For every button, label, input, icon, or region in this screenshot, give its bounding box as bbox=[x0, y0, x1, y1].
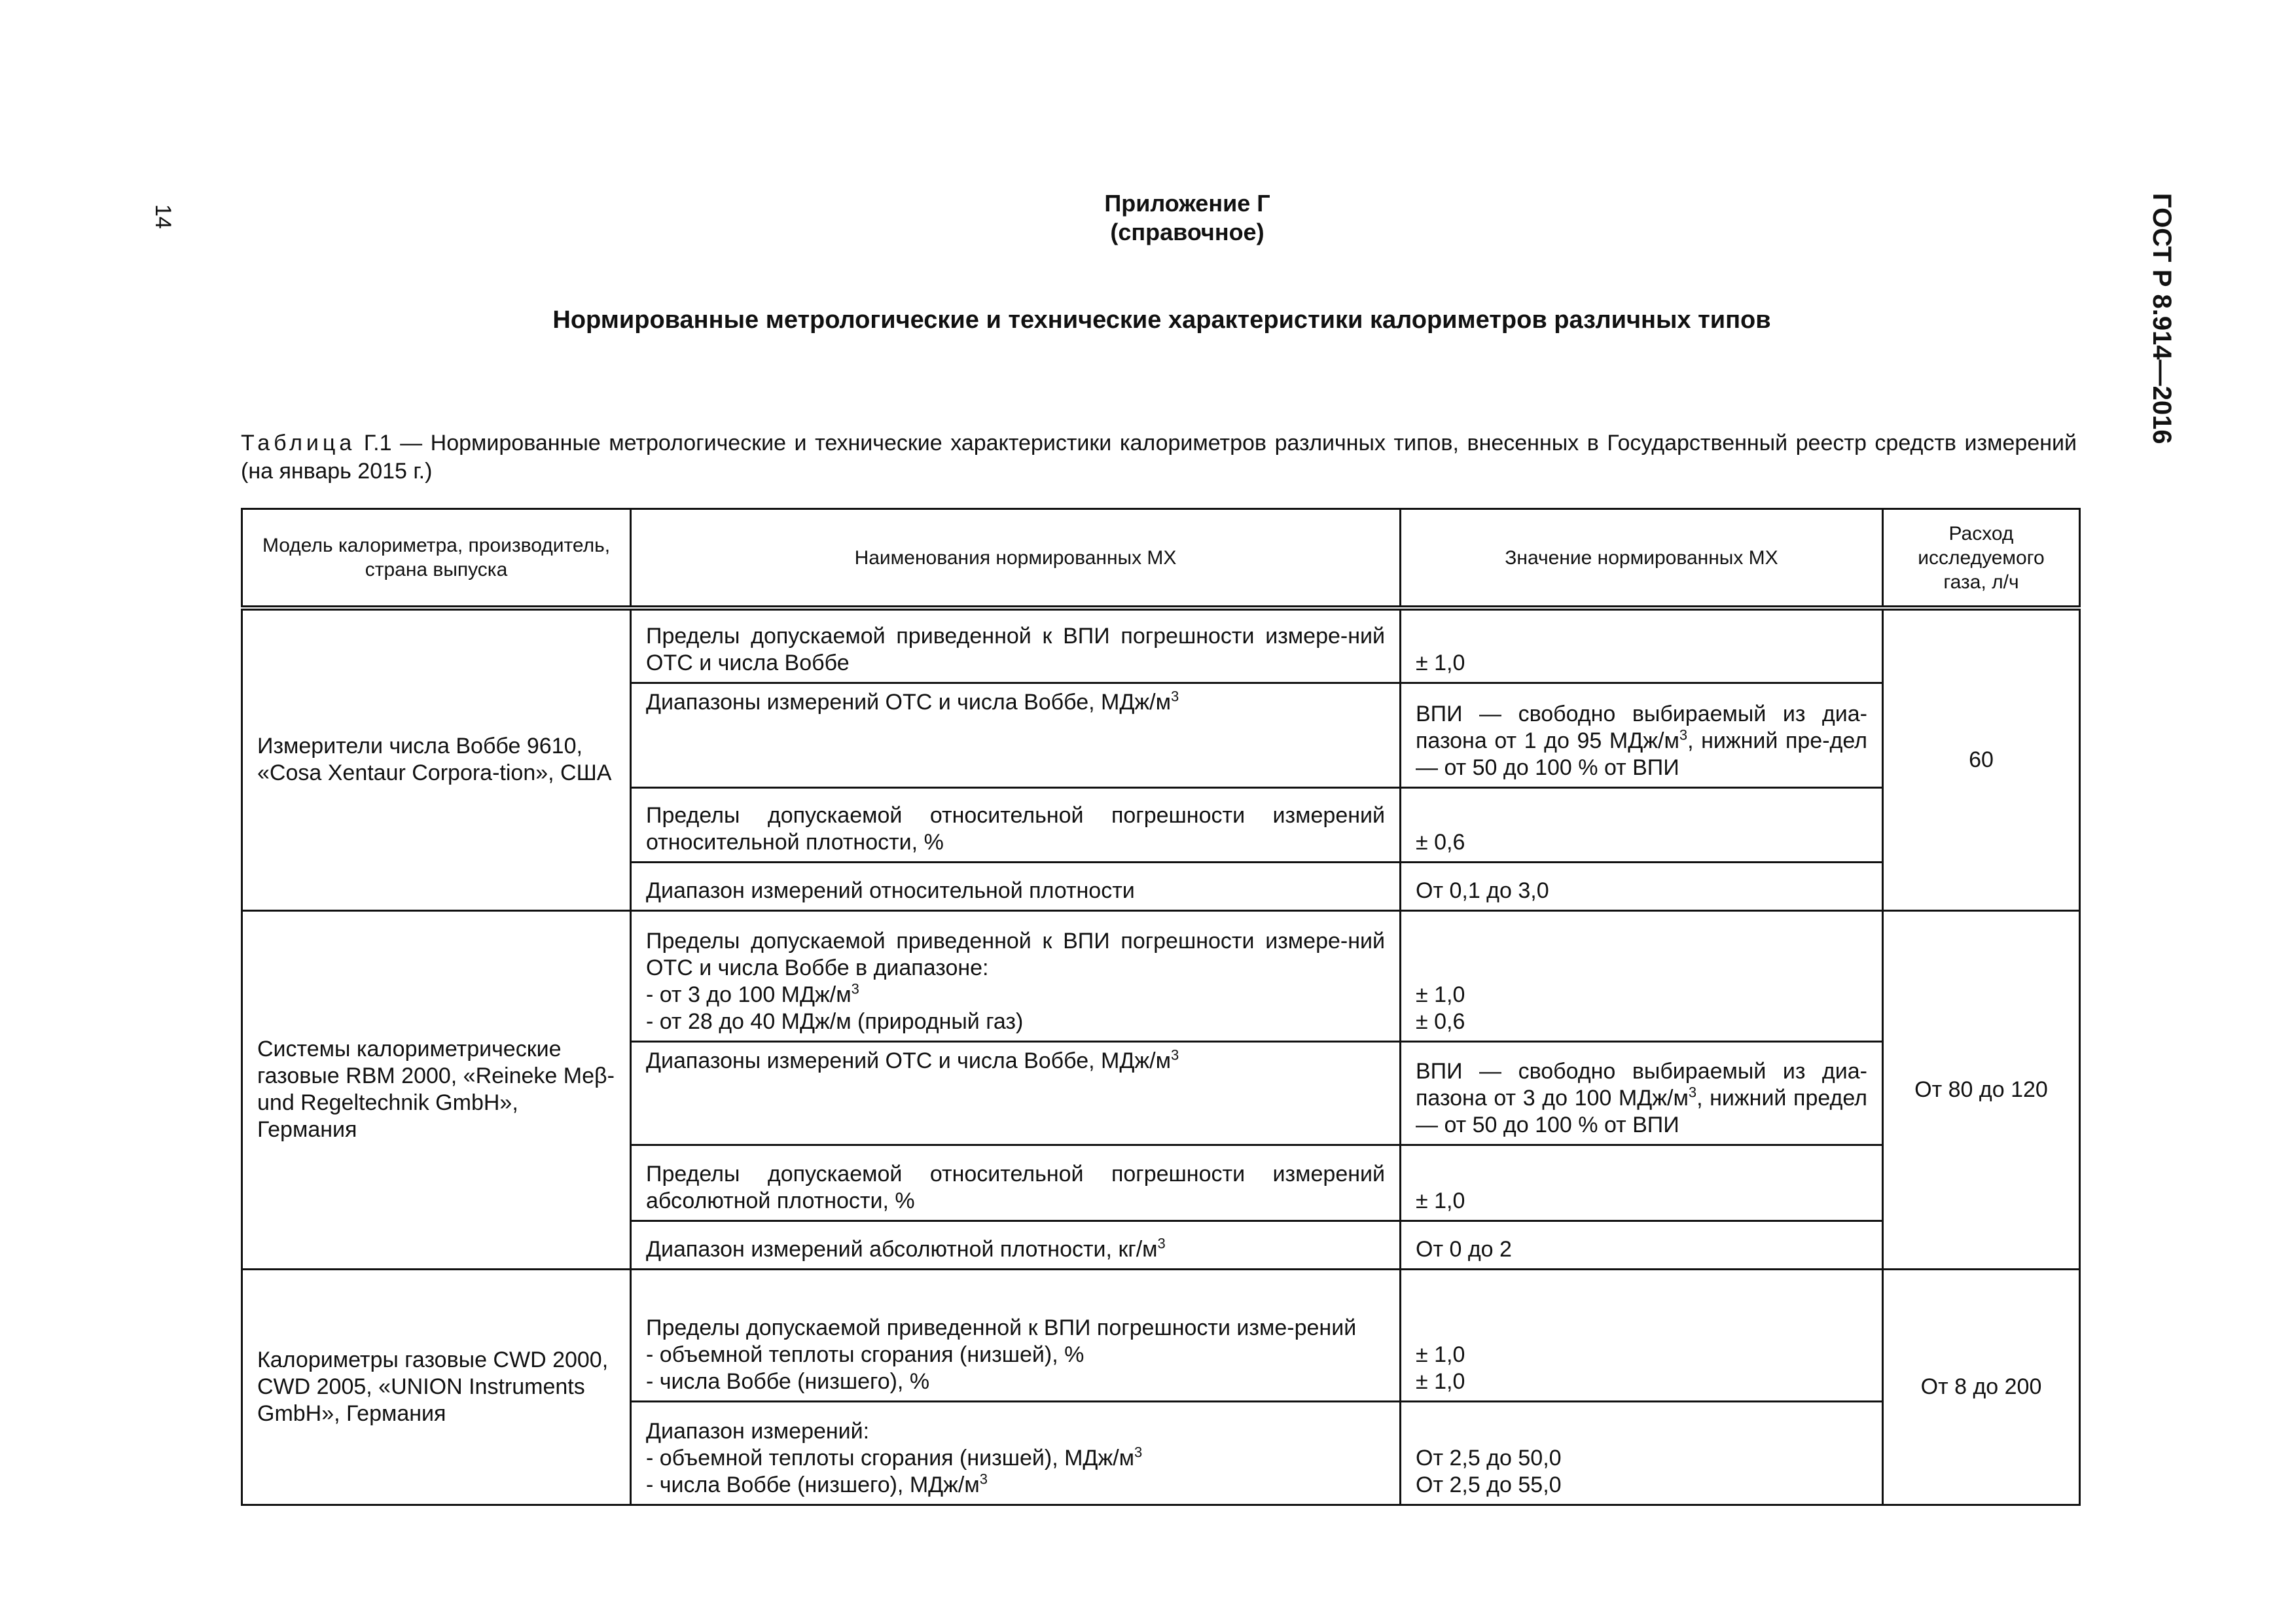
mx-value-text: ВПИ — свободно выбираемый из диа-пазона от 3 до 100 МДж/м bbox=[1416, 1058, 1867, 1111]
mx-name-cell bbox=[631, 683, 1401, 787]
mx-name-text: Диапазоны измерений ОТС и числа Воббе, МДж/м bbox=[646, 1048, 1171, 1073]
mx-name-text: Диапазоны измерений ОТС и числа Воббе, МДж/м bbox=[646, 689, 1171, 715]
mx-name-sup: 3 bbox=[1170, 1046, 1179, 1063]
annex-title: Приложение Г bbox=[1104, 190, 1270, 217]
mx-name-sup: 3 bbox=[1157, 1235, 1166, 1252]
mx-name-line: - числа Воббе (низшего), % bbox=[646, 1368, 930, 1394]
mx-name-cell bbox=[631, 910, 1401, 1041]
mx-value-tail: , нижний предел — от 50 до 100 % от ВПИ bbox=[1416, 1085, 1867, 1137]
mx-value-cell bbox=[1401, 683, 1883, 787]
mx-name-line: - объемной теплоты сгорания (низшей), % bbox=[646, 1342, 1085, 1367]
mx-value-cell bbox=[1401, 1269, 1883, 1401]
table-caption-label: Таблица bbox=[241, 431, 356, 455]
mx-value-line: От 2,5 до 55,0 bbox=[1416, 1472, 1562, 1497]
mx-name-line bbox=[646, 1445, 1385, 1472]
mx-name-line bbox=[646, 982, 1385, 1008]
mx-name-cell bbox=[631, 1401, 1401, 1505]
mx-value-cell: ± 0,6 bbox=[1401, 787, 1883, 862]
mx-name-line: Пределы допускаемой приведенной к ВПИ погрешности изме-рений bbox=[646, 1315, 1357, 1340]
header-model: Модель калориметра, производитель, страна выпуска bbox=[242, 509, 631, 609]
mx-value-line: ± 1,0 bbox=[1416, 1342, 1465, 1367]
mx-value-cell bbox=[1401, 910, 1883, 1041]
mx-value-cell bbox=[1401, 1041, 1883, 1145]
mx-name-cell bbox=[631, 1269, 1401, 1401]
mx-value-cell bbox=[1401, 1401, 1883, 1505]
mx-name-line: Диапазон измерений: bbox=[646, 1418, 870, 1444]
flow-cell: 60 bbox=[1883, 608, 2080, 910]
header-flow: Расход исследуемого газа, л/ч bbox=[1883, 509, 2080, 609]
standard-code: ГОСТ Р 8.914—2016 bbox=[2147, 193, 2176, 444]
mx-name-text: - от 3 до 100 МДж/м bbox=[646, 982, 852, 1007]
flow-cell: От 8 до 200 bbox=[1883, 1269, 2080, 1505]
mx-value-line: ± 0,6 bbox=[1416, 1008, 1465, 1034]
mx-value-cell: От 0,1 до 3,0 bbox=[1401, 862, 1883, 910]
page-title: Нормированные метрологические и технические характеристики калориметров различных типов bbox=[552, 306, 1771, 334]
mx-name-line: - от 28 до 40 МДж/м (природный газ) bbox=[646, 1008, 1024, 1034]
header-name: Наименования нормированных МХ bbox=[631, 509, 1401, 609]
mx-name-sup: 3 bbox=[1134, 1444, 1143, 1461]
mx-name-text: Диапазон измерений абсолютной плотности, кг/м bbox=[646, 1236, 1158, 1262]
table-row bbox=[242, 608, 2080, 683]
mx-name-sup: 3 bbox=[851, 980, 859, 997]
mx-value-line: От 2,5 до 50,0 bbox=[1416, 1445, 1562, 1471]
mx-value-sup: 3 bbox=[1679, 726, 1688, 743]
mx-value-line: ± 1,0 bbox=[1416, 1368, 1465, 1394]
header-value: Значение нормированных МХ bbox=[1401, 509, 1883, 609]
mx-name-text: - объемной теплоты сгорания (низшей), МДж/м bbox=[646, 1445, 1135, 1471]
mx-name-text: - числа Воббе (низшего), МДж/м bbox=[646, 1472, 980, 1497]
mx-name-line: Пределы допускаемой приведенной к ВПИ погрешности измере-ний ОТС и числа Воббе в диапазоне: bbox=[646, 928, 1385, 980]
mx-name-cell: Пределы допускаемой приведенной к ВПИ погрешности измере-ний ОТС и числа Воббе bbox=[631, 608, 1401, 683]
table-row bbox=[242, 910, 2080, 1041]
table-row bbox=[242, 1269, 2080, 1401]
mx-name-cell bbox=[631, 1041, 1401, 1145]
mx-name-cell: Диапазон измерений относительной плотности bbox=[631, 862, 1401, 910]
mx-value-line: ± 1,0 bbox=[1416, 982, 1465, 1007]
mx-value-sup: 3 bbox=[1688, 1084, 1697, 1101]
mx-value-cell: От 0 до 2 bbox=[1401, 1221, 1883, 1269]
mx-name-sup: 3 bbox=[979, 1471, 988, 1488]
mx-value-cell: ± 1,0 bbox=[1401, 1145, 1883, 1221]
flow-cell: От 80 до 120 bbox=[1883, 910, 2080, 1269]
annex-kind: (справочное) bbox=[1110, 219, 1265, 245]
page-number: 14 bbox=[151, 204, 175, 229]
mx-name-cell: Пределы допускаемой относительной погрешности измерений абсолютной плотности, % bbox=[631, 1145, 1401, 1221]
mx-value-cell: ± 1,0 bbox=[1401, 608, 1883, 683]
mx-name-line bbox=[646, 1472, 1385, 1499]
mx-name-cell bbox=[631, 1221, 1401, 1269]
mx-value-tail: , нижний пре-дел — от 50 до 100 % от ВПИ bbox=[1416, 728, 1867, 780]
table-header-row bbox=[242, 509, 2080, 609]
mx-name-cell: Пределы допускаемой относительной погрешности измерений относительной плотности, % bbox=[631, 787, 1401, 862]
model-cell: Калориметры газовые CWD 2000, CWD 2005, «UNION Instruments GmbH», Германия bbox=[242, 1269, 631, 1505]
characteristics-table bbox=[241, 508, 2081, 1506]
mx-value-text: ВПИ — свободно выбираемый из диа-пазона от 1 до 95 МДж/м bbox=[1416, 701, 1867, 753]
model-cell: Измерители числа Воббе 9610, «Cosa Xentaur Corpora-tion», США bbox=[242, 608, 631, 910]
model-cell: Системы калориметрические газовые RBM 2000, «Reineke Meβ-und Regeltechnik GmbH», Германия bbox=[242, 910, 631, 1269]
mx-name-sup: 3 bbox=[1170, 688, 1179, 705]
table-caption-text: Г.1 — Нормированные метрологические и технические характеристики калориметров различных типов, внесенных в Государственный реестр средств измерений (на январь 2015 г.) bbox=[241, 431, 2077, 484]
table-caption bbox=[241, 429, 2077, 486]
